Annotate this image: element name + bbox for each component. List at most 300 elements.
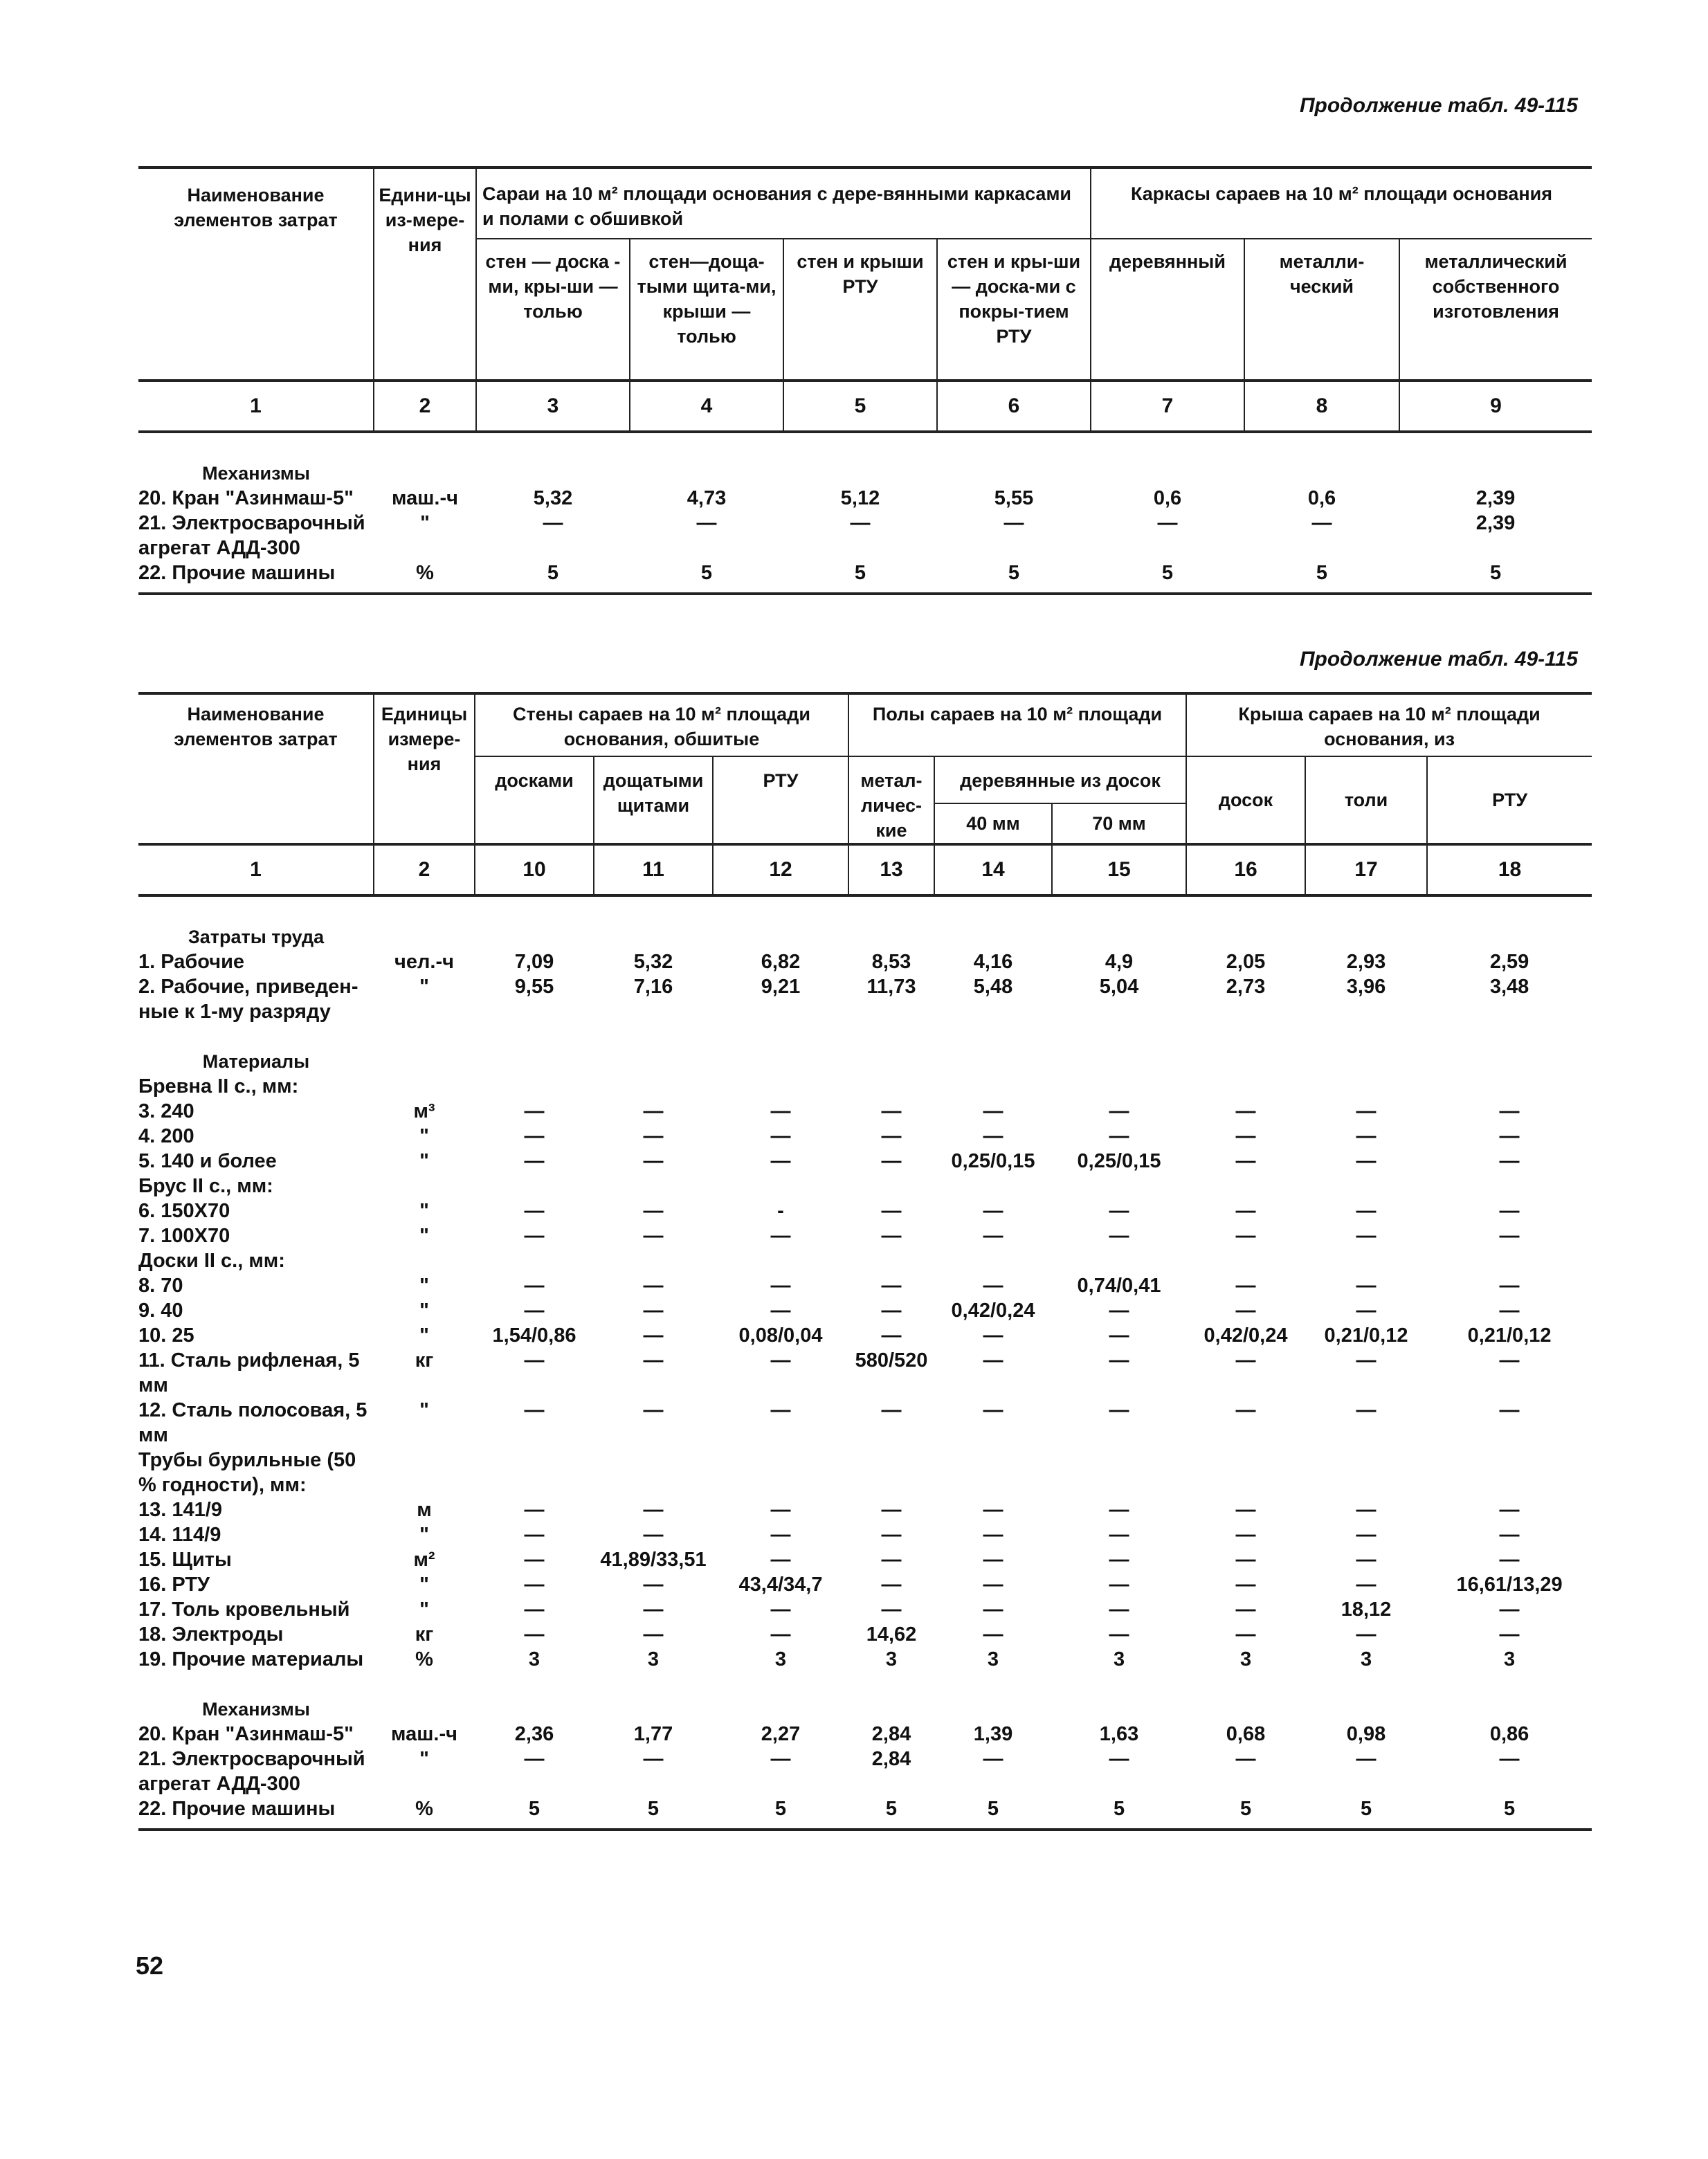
cell: — <box>1356 1100 1377 1122</box>
cell <box>713 1074 848 1099</box>
row-unit: " <box>419 1324 429 1347</box>
row-unit: м³ <box>413 1100 435 1122</box>
cell: — <box>1499 1275 1520 1297</box>
cell: 5 <box>1316 562 1328 584</box>
row-name: 6. 150X70 <box>138 1200 230 1222</box>
cell: 2,27 <box>761 1723 801 1745</box>
cell: — <box>524 1200 545 1222</box>
table-row <box>138 1622 1592 1647</box>
t2-colnum: 10 <box>475 844 594 895</box>
cell: 3 <box>1113 1648 1125 1670</box>
row-name: Бревна II с., мм: <box>138 1075 299 1097</box>
row-unit <box>374 1174 475 1199</box>
cell: — <box>643 1225 664 1247</box>
cell: — <box>1235 1300 1256 1322</box>
t1-colnum: 4 <box>630 381 783 432</box>
cell: 18,12 <box>1341 1598 1392 1621</box>
cell: — <box>983 1125 1003 1147</box>
cell: — <box>1109 1524 1129 1546</box>
cell: 0,25/0,15 <box>951 1150 1035 1172</box>
cell: 8,53 <box>871 951 911 973</box>
t1-header-unit: Едини-цы из-мере-ния <box>374 167 476 381</box>
t1-colnum: 9 <box>1490 394 1502 417</box>
cell <box>934 1248 1052 1273</box>
continuation-caption-2: Продолжение табл. 49-115 <box>1299 648 1578 671</box>
cell: — <box>881 1300 902 1322</box>
row-unit: " <box>419 1399 429 1421</box>
cell: — <box>1499 1748 1520 1770</box>
row-unit: " <box>419 1300 429 1322</box>
cell: — <box>1235 1598 1256 1621</box>
cell <box>1305 1448 1427 1497</box>
t1-colnum: 6 <box>937 381 1091 432</box>
cell: — <box>770 1598 791 1621</box>
row-name: 20. Кран "Азинмаш-5" <box>138 487 354 509</box>
cell: — <box>1109 1748 1129 1770</box>
cell <box>475 1248 594 1273</box>
cell: — <box>881 1524 902 1546</box>
row-name: 19. Прочие материалы <box>138 1648 364 1670</box>
cell: — <box>643 1300 664 1322</box>
cell: — <box>1356 1623 1377 1646</box>
cell: 5 <box>528 1798 540 1820</box>
t1-header-group-saraj: Сараи на 10 м² площади основания с дере-вянными каркасами и полами с обшивкой <box>476 167 1091 239</box>
row-name: 10. 25 <box>138 1324 194 1347</box>
cell: 5 <box>1239 1798 1252 1820</box>
cell: — <box>1235 1549 1256 1571</box>
cell: — <box>524 1598 545 1621</box>
cell <box>848 1248 934 1273</box>
table-row <box>138 1572 1592 1597</box>
cell: 1,39 <box>973 1723 1013 1745</box>
cell: 2,84 <box>871 1723 911 1745</box>
cell: 5 <box>1503 1798 1516 1820</box>
row-name: 17. Толь кровельный <box>138 1598 350 1621</box>
cell: — <box>983 1275 1003 1297</box>
cell <box>594 1448 713 1497</box>
row-unit: кг <box>415 1623 434 1646</box>
cell <box>1427 1174 1592 1199</box>
cell: — <box>1499 1100 1520 1122</box>
cell: — <box>1356 1125 1377 1147</box>
cell: 7,09 <box>514 951 554 973</box>
t2-header-unit: Единицы измере-ния <box>374 693 475 844</box>
t2-column-numbers <box>138 844 1592 895</box>
cell: 3 <box>987 1648 999 1670</box>
row-unit: маш.-ч <box>391 1723 457 1745</box>
section-title: Механизмы <box>202 1699 310 1720</box>
cell: — <box>770 1399 791 1421</box>
cell: 43,4/34,7 <box>738 1574 823 1596</box>
cell: — <box>524 1150 545 1172</box>
row-name: 22. Прочие машины <box>138 1798 336 1820</box>
table-row <box>138 1722 1592 1747</box>
cell <box>1305 1174 1427 1199</box>
cell: 3,48 <box>1489 976 1529 998</box>
cell: — <box>983 1349 1003 1372</box>
cell: 0,21/0,12 <box>1467 1324 1552 1347</box>
cell: — <box>1235 1125 1256 1147</box>
cell: — <box>881 1200 902 1222</box>
row-unit: м² <box>413 1549 435 1571</box>
cell: — <box>1499 1399 1520 1421</box>
cell: — <box>1311 512 1332 534</box>
table-row <box>138 1747 1592 1796</box>
cell: — <box>770 1300 791 1322</box>
cell: 5 <box>647 1798 660 1820</box>
t1-colnum: 5 <box>783 381 937 432</box>
cell: — <box>524 1399 545 1421</box>
t1-colnum: 7 <box>1091 381 1244 432</box>
row-name: 4. 200 <box>138 1125 194 1147</box>
cell: — <box>1235 1399 1256 1421</box>
cell: 0,6 <box>1307 487 1336 509</box>
cell: — <box>1109 1623 1129 1646</box>
cell <box>1052 1248 1186 1273</box>
cell: — <box>983 1549 1003 1571</box>
row-unit: маш.-ч <box>392 487 458 509</box>
t1-section-mechanisms: Механизмы <box>202 463 310 484</box>
cell: — <box>770 1524 791 1546</box>
row-name: Брус II с., мм: <box>138 1175 273 1197</box>
t1-header-group-karkas: Каркасы сараев на 10 м² площади основания <box>1091 167 1592 239</box>
cell <box>1186 1448 1305 1497</box>
cell: — <box>1499 1225 1520 1247</box>
cell: — <box>643 1748 664 1770</box>
cell: 2,39 <box>1475 487 1516 509</box>
row-name: 2. Рабочие, приведен-ные к 1-му разряду <box>138 976 358 1023</box>
cell: — <box>643 1598 664 1621</box>
cell: — <box>1109 1200 1129 1222</box>
cell: — <box>643 1125 664 1147</box>
cell: 5,48 <box>973 976 1013 998</box>
cell: — <box>881 1150 902 1172</box>
cell: — <box>524 1349 545 1372</box>
cell: 9,55 <box>514 976 554 998</box>
cell: — <box>983 1399 1003 1421</box>
row-name: Доски II с., мм: <box>138 1250 285 1272</box>
cell: — <box>881 1598 902 1621</box>
cell: 0,25/0,15 <box>1077 1150 1161 1172</box>
cell: — <box>524 1549 545 1571</box>
cell: 5 <box>987 1798 999 1820</box>
cell: 3,96 <box>1346 976 1386 998</box>
section-title: Затраты труда <box>188 927 325 947</box>
cell: 1,54/0,86 <box>492 1324 576 1347</box>
cell: 4,73 <box>687 487 727 509</box>
cell: — <box>643 1275 664 1297</box>
table-row <box>138 1398 1592 1448</box>
t2-header-c17: толи <box>1305 756 1427 844</box>
cell <box>934 1074 1052 1099</box>
t2-header-c18: РТУ <box>1492 790 1528 810</box>
t1-colnum: 8 <box>1244 381 1399 432</box>
t2-header-c16: досок <box>1186 756 1305 844</box>
cell: — <box>696 512 717 534</box>
cell: 7,16 <box>633 976 673 998</box>
cell: — <box>983 1748 1003 1770</box>
cell: — <box>770 1150 791 1172</box>
t2-header-c10: досками <box>475 756 594 844</box>
row-unit: % <box>416 562 434 584</box>
cell: — <box>983 1100 1003 1122</box>
row-unit: " <box>419 1200 429 1222</box>
row-name: 22. Прочие машины <box>138 562 336 584</box>
cell <box>594 1174 713 1199</box>
t2-header-c14: 40 мм <box>934 803 1052 844</box>
cell: — <box>983 1574 1003 1596</box>
row-name: 12. Сталь полосовая, 5 мм <box>138 1399 367 1446</box>
row-unit: чел.-ч <box>394 951 454 973</box>
cell: — <box>983 1524 1003 1546</box>
row-name: 16. РТУ <box>138 1574 210 1596</box>
cell: — <box>524 1225 545 1247</box>
table-row <box>138 1597 1592 1622</box>
cell: — <box>983 1499 1003 1521</box>
table-row <box>138 1298 1592 1323</box>
cell: — <box>881 1399 902 1421</box>
cell: — <box>1499 1598 1520 1621</box>
row-name: 8. 70 <box>138 1275 183 1297</box>
cell: 0,42/0,24 <box>951 1300 1035 1322</box>
cell: 3 <box>885 1648 898 1670</box>
cell: 4,9 <box>1105 951 1134 973</box>
cell: — <box>1109 1349 1129 1372</box>
row-name: 15. Щиты <box>138 1549 232 1571</box>
cell: 14,62 <box>866 1623 917 1646</box>
cell <box>475 1448 594 1497</box>
t2-header-wood-floor: деревянные из досок <box>934 756 1186 803</box>
t2-colnum: 14 <box>934 844 1052 895</box>
cell <box>1305 1248 1427 1273</box>
cell: — <box>1499 1300 1520 1322</box>
row-unit: " <box>419 1150 429 1172</box>
cell: — <box>1235 1574 1256 1596</box>
cell: 5 <box>1161 562 1174 584</box>
t2-header-group-walls: Стены сараев на 10 м² площади основания, обшитые <box>475 693 848 756</box>
cell <box>1186 1248 1305 1273</box>
row-unit: % <box>415 1648 433 1670</box>
cell: — <box>770 1100 791 1122</box>
cell: 5 <box>1360 1798 1372 1820</box>
cell: — <box>983 1623 1003 1646</box>
cell: 0,74/0,41 <box>1077 1275 1161 1297</box>
t1-header-name: Наименование элементов затрат <box>138 167 374 381</box>
t2-header-c11: дощатыми щитами <box>594 756 713 844</box>
row-unit: % <box>415 1798 433 1820</box>
table-row <box>138 974 1592 1024</box>
cell: 5 <box>774 1798 787 1820</box>
cell <box>934 1174 1052 1199</box>
cell <box>1052 1448 1186 1497</box>
row-unit: " <box>420 512 430 534</box>
cell: — <box>643 1574 664 1596</box>
cell: — <box>1499 1349 1520 1372</box>
table-row <box>138 1448 1592 1497</box>
cell: — <box>1356 1549 1377 1571</box>
table-row <box>138 1323 1592 1348</box>
cell: — <box>1003 512 1024 534</box>
cell: 0,86 <box>1489 1723 1529 1745</box>
t2-header-c13: метал-личес-кие <box>848 756 934 844</box>
cell: — <box>643 1399 664 1421</box>
cell: 3 <box>774 1648 787 1670</box>
cell: — <box>881 1225 902 1247</box>
cell: — <box>1499 1623 1520 1646</box>
cell: 5,55 <box>994 487 1034 509</box>
t2-header-group-floors: Полы сараев на 10 м² площади <box>848 693 1186 756</box>
cell: — <box>1235 1200 1256 1222</box>
cell: — <box>1356 1150 1377 1172</box>
cell: — <box>524 1300 545 1322</box>
cell <box>594 1248 713 1273</box>
cell: — <box>1157 512 1178 534</box>
t1-header-c9: металлический собственного изготовления <box>1424 251 1568 322</box>
t1-header-c4: стен—доща-тыми щита-ми, крыши — толью <box>630 239 783 381</box>
cell: — <box>524 1275 545 1297</box>
cell: 2,84 <box>871 1748 911 1770</box>
row-name: 11. Сталь рифленая, 5 мм <box>138 1349 360 1396</box>
row-unit: " <box>419 1275 429 1297</box>
row-unit: м <box>417 1499 432 1521</box>
t1-colnum: 2 <box>374 381 476 432</box>
cell: 3 <box>647 1648 660 1670</box>
cell: 2,39 <box>1475 512 1516 534</box>
row-unit: " <box>419 976 429 998</box>
cell: 5,32 <box>533 487 573 509</box>
table-2 <box>138 692 1592 1831</box>
cell: — <box>643 1324 664 1347</box>
table-row <box>138 1796 1592 1830</box>
cell: — <box>881 1275 902 1297</box>
cell: — <box>1109 1499 1129 1521</box>
t2-colnum: 1 <box>138 844 374 895</box>
cell: 2,73 <box>1226 976 1266 998</box>
cell: — <box>1356 1349 1377 1372</box>
row-unit: кг <box>415 1349 434 1372</box>
cell: 0,98 <box>1346 1723 1386 1745</box>
cell: 0,08/0,04 <box>738 1324 823 1347</box>
cell: — <box>1499 1125 1520 1147</box>
cell: — <box>643 1200 664 1222</box>
cell: 5 <box>547 562 559 584</box>
cell: 3 <box>528 1648 540 1670</box>
cell: — <box>1235 1748 1256 1770</box>
cell <box>848 1448 934 1497</box>
cell <box>475 1074 594 1099</box>
cell: 2,93 <box>1346 951 1386 973</box>
row-unit: " <box>419 1598 429 1621</box>
t1-header-c3: стен — доска - ми, кры-ши — толью <box>476 239 630 381</box>
cell: 5 <box>700 562 713 584</box>
cell: — <box>643 1100 664 1122</box>
cell: — <box>524 1524 545 1546</box>
cell: — <box>881 1324 902 1347</box>
cell: — <box>1235 1275 1256 1297</box>
cell <box>934 1448 1052 1497</box>
table-row <box>138 1223 1592 1248</box>
cell: — <box>643 1623 664 1646</box>
cell: 0,6 <box>1153 487 1182 509</box>
t2-colnum: 18 <box>1498 858 1522 881</box>
table-row <box>138 1248 1592 1273</box>
cell <box>1052 1074 1186 1099</box>
cell: 0,68 <box>1226 1723 1266 1745</box>
cell: 16,61/13,29 <box>1456 1574 1563 1596</box>
cell: — <box>983 1200 1003 1222</box>
cell: 5 <box>1008 562 1020 584</box>
t1-colnum: 3 <box>476 381 630 432</box>
cell: — <box>524 1748 545 1770</box>
cell: 11,73 <box>866 976 916 998</box>
row-unit: " <box>419 1125 429 1147</box>
row-name: 18. Электроды <box>138 1623 284 1646</box>
cell: — <box>770 1499 791 1521</box>
cell: — <box>1356 1300 1377 1322</box>
cell: - <box>777 1200 784 1222</box>
cell <box>475 1174 594 1199</box>
cell: 5,12 <box>840 487 880 509</box>
row-name: 13. 141/9 <box>138 1499 222 1521</box>
cell: — <box>1109 1574 1129 1596</box>
row-name: 3. 240 <box>138 1100 194 1122</box>
cell: 0,42/0,24 <box>1203 1324 1288 1347</box>
cell: — <box>1356 1399 1377 1421</box>
cell <box>848 1074 934 1099</box>
cell: — <box>1499 1549 1520 1571</box>
cell: 5 <box>854 562 866 584</box>
t2-header-name: Наименование элементов затрат <box>138 693 374 844</box>
cell <box>1427 1448 1592 1497</box>
section-title: Материалы <box>202 1051 310 1072</box>
row-unit <box>374 1248 475 1273</box>
cell: — <box>1356 1748 1377 1770</box>
cell: — <box>881 1100 902 1122</box>
cell: 5 <box>885 1798 898 1820</box>
cell: — <box>524 1125 545 1147</box>
cell: — <box>881 1574 902 1596</box>
row-unit: " <box>419 1574 429 1596</box>
row-name: 5. 140 и более <box>138 1150 277 1172</box>
row-name: 7. 100X70 <box>138 1225 230 1247</box>
cell: 5 <box>1113 1798 1125 1820</box>
cell: 5,04 <box>1099 976 1139 998</box>
cell: 9,21 <box>761 976 801 998</box>
row-name: 9. 40 <box>138 1300 183 1322</box>
t2-colnum: 15 <box>1052 844 1186 895</box>
cell: — <box>983 1598 1003 1621</box>
cell: — <box>524 1499 545 1521</box>
t1-column-numbers <box>138 381 1592 432</box>
row-unit <box>374 1074 475 1099</box>
table-row <box>138 561 1592 594</box>
cell: — <box>643 1499 664 1521</box>
cell: 4,16 <box>973 951 1013 973</box>
t2-colnum: 12 <box>713 844 848 895</box>
table-row <box>138 1174 1592 1199</box>
cell: 3 <box>1360 1648 1372 1670</box>
cell: — <box>983 1225 1003 1247</box>
row-name: 1. Рабочие <box>138 951 245 973</box>
cell: 580/520 <box>855 1349 928 1372</box>
row-name: 21. Электросварочный агрегат АДД-300 <box>138 512 365 559</box>
cell: 5,32 <box>633 951 673 973</box>
cell: — <box>881 1125 902 1147</box>
table-row <box>138 1099 1592 1124</box>
cell <box>848 1174 934 1199</box>
row-unit: " <box>419 1225 429 1247</box>
cell <box>713 1248 848 1273</box>
